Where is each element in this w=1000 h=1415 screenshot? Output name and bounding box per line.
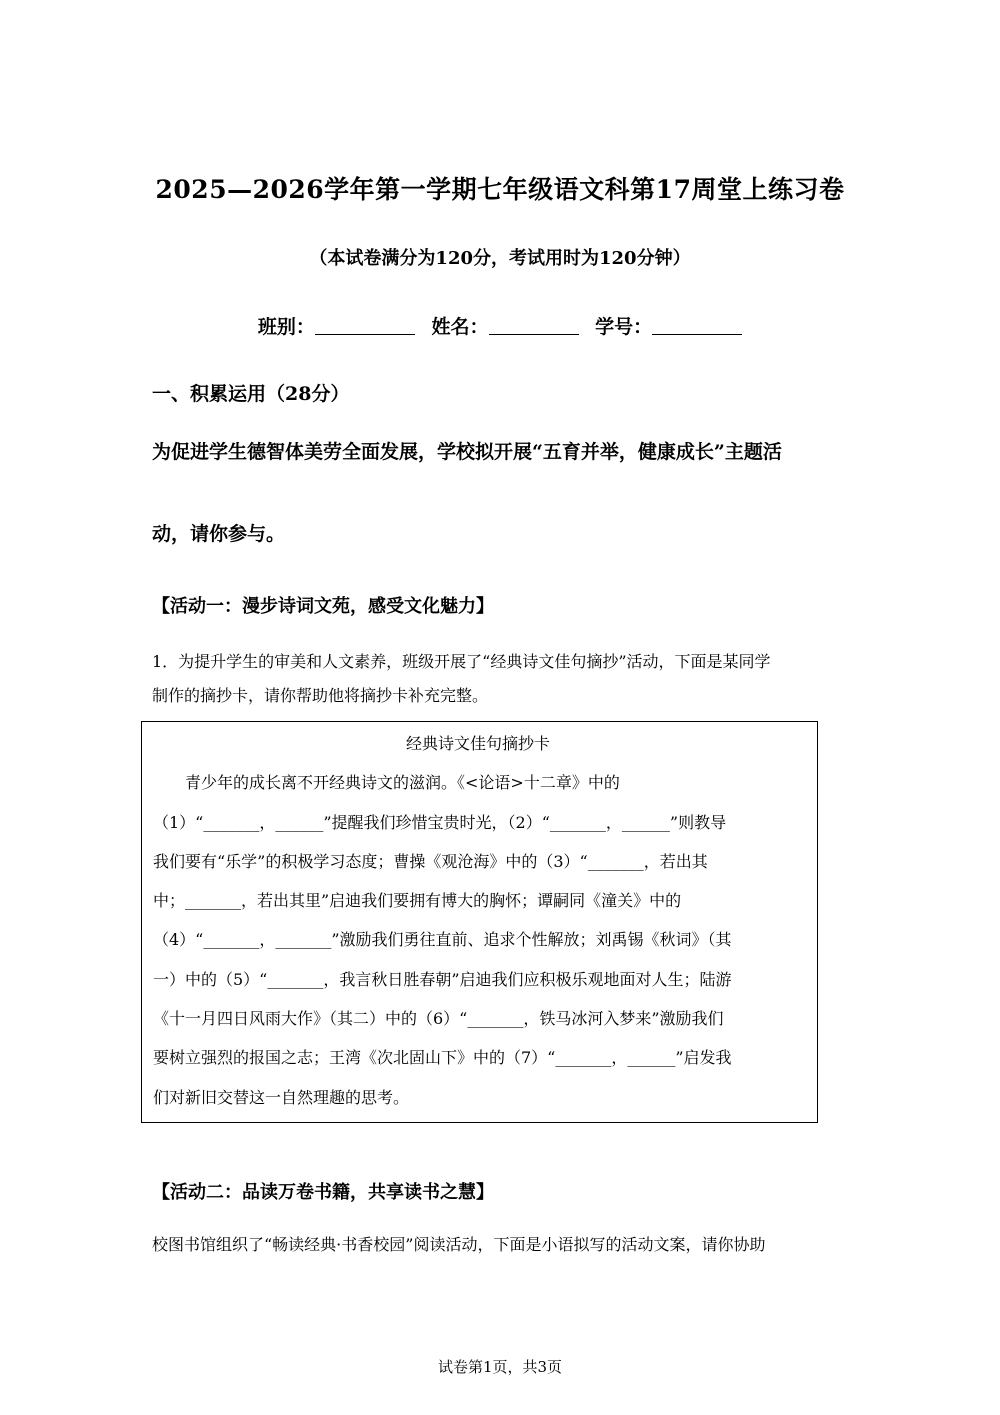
card-line: （4）“_______，_______”激励我们勇往直前、追求个性解放；刘禹锡《秋词》（其 [153, 930, 732, 950]
class-blank[interactable] [315, 316, 415, 335]
intro-line-2: 动，请你参与。 [152, 523, 286, 545]
id-blank[interactable] [652, 316, 742, 335]
section1-intro [152, 411, 852, 575]
activity2-heading: 【活动二：品读万卷书籍，共享读书之慧】 [152, 1182, 494, 1203]
card-line: 要树立强烈的报国之志；王湾《次北固山下》中的（7）“_______，______”启发我 [153, 1048, 732, 1068]
card-line: 青少年的成长离不开经典诗文的滋润。《<论语>十二章》中的 [185, 773, 620, 793]
card-line: 《十一月四日风雨大作》（其二）中的（6）“_______，铁马冰河入梦来”激励我们 [153, 1009, 724, 1029]
page-footer: 试卷第1页，共3页 [437, 1358, 563, 1376]
section1-heading: 一、积累运用（28分） [152, 383, 350, 405]
activity1-heading: 【活动一：漫步诗词文苑，感受文化魅力】 [152, 596, 494, 617]
question-1-line-2: 制作的摘抄卡，请你帮助他将摘抄卡补充完整。 [152, 686, 489, 705]
question-1-line-1: 1．为提升学生的审美和人文素养，班级开展了“经典诗文佳句摘抄”活动，下面是某同学 [152, 652, 771, 671]
id-label: 学号： [595, 316, 653, 338]
activity2-text: 校图书馆组织了“畅读经典·书香校园”阅读活动，下面是小语拟写的活动文案，请你协助 [152, 1235, 766, 1254]
card-line: （1）“_______，______”提醒我们珍惜宝贵时光，（2）“_______，______”则教导 [153, 812, 727, 832]
name-blank[interactable] [489, 316, 579, 335]
name-label: 姓名： [431, 316, 489, 338]
student-info-line [0, 312, 1000, 339]
excerpt-card-title: 经典诗文佳句摘抄卡 [405, 734, 550, 753]
intro-line-1: 为促进学生德智体美劳全面发展，学校拟开展“五育并举，健康成长”主题活 [152, 441, 782, 463]
excerpt-card [141, 721, 818, 1123]
card-line: 中；_______，若出其里”启迪我们要拥有博大的胸怀；谭嗣同《潼关》中的 [153, 891, 682, 911]
card-line: 一）中的（5）“_______，我言秋日胜春朝”启迪我们应积极乐观地面对人生；陆游 [153, 969, 732, 989]
card-line: 我们要有“乐学”的积极学习态度；曹操《观沧海》中的（3）“_______，若出其 [153, 851, 708, 871]
question-1 [152, 645, 852, 713]
exam-title: 2025—2026学年第一学期七年级语文科第17周堂上练习卷 [155, 175, 845, 204]
excerpt-card-body [153, 763, 803, 1117]
class-label: 班别： [257, 316, 315, 338]
exam-subtitle: （本试卷满分为120分，考试用时为120分钟） [309, 248, 691, 269]
card-line: 们对新旧交替这一自然理趣的思考。 [153, 1087, 410, 1107]
